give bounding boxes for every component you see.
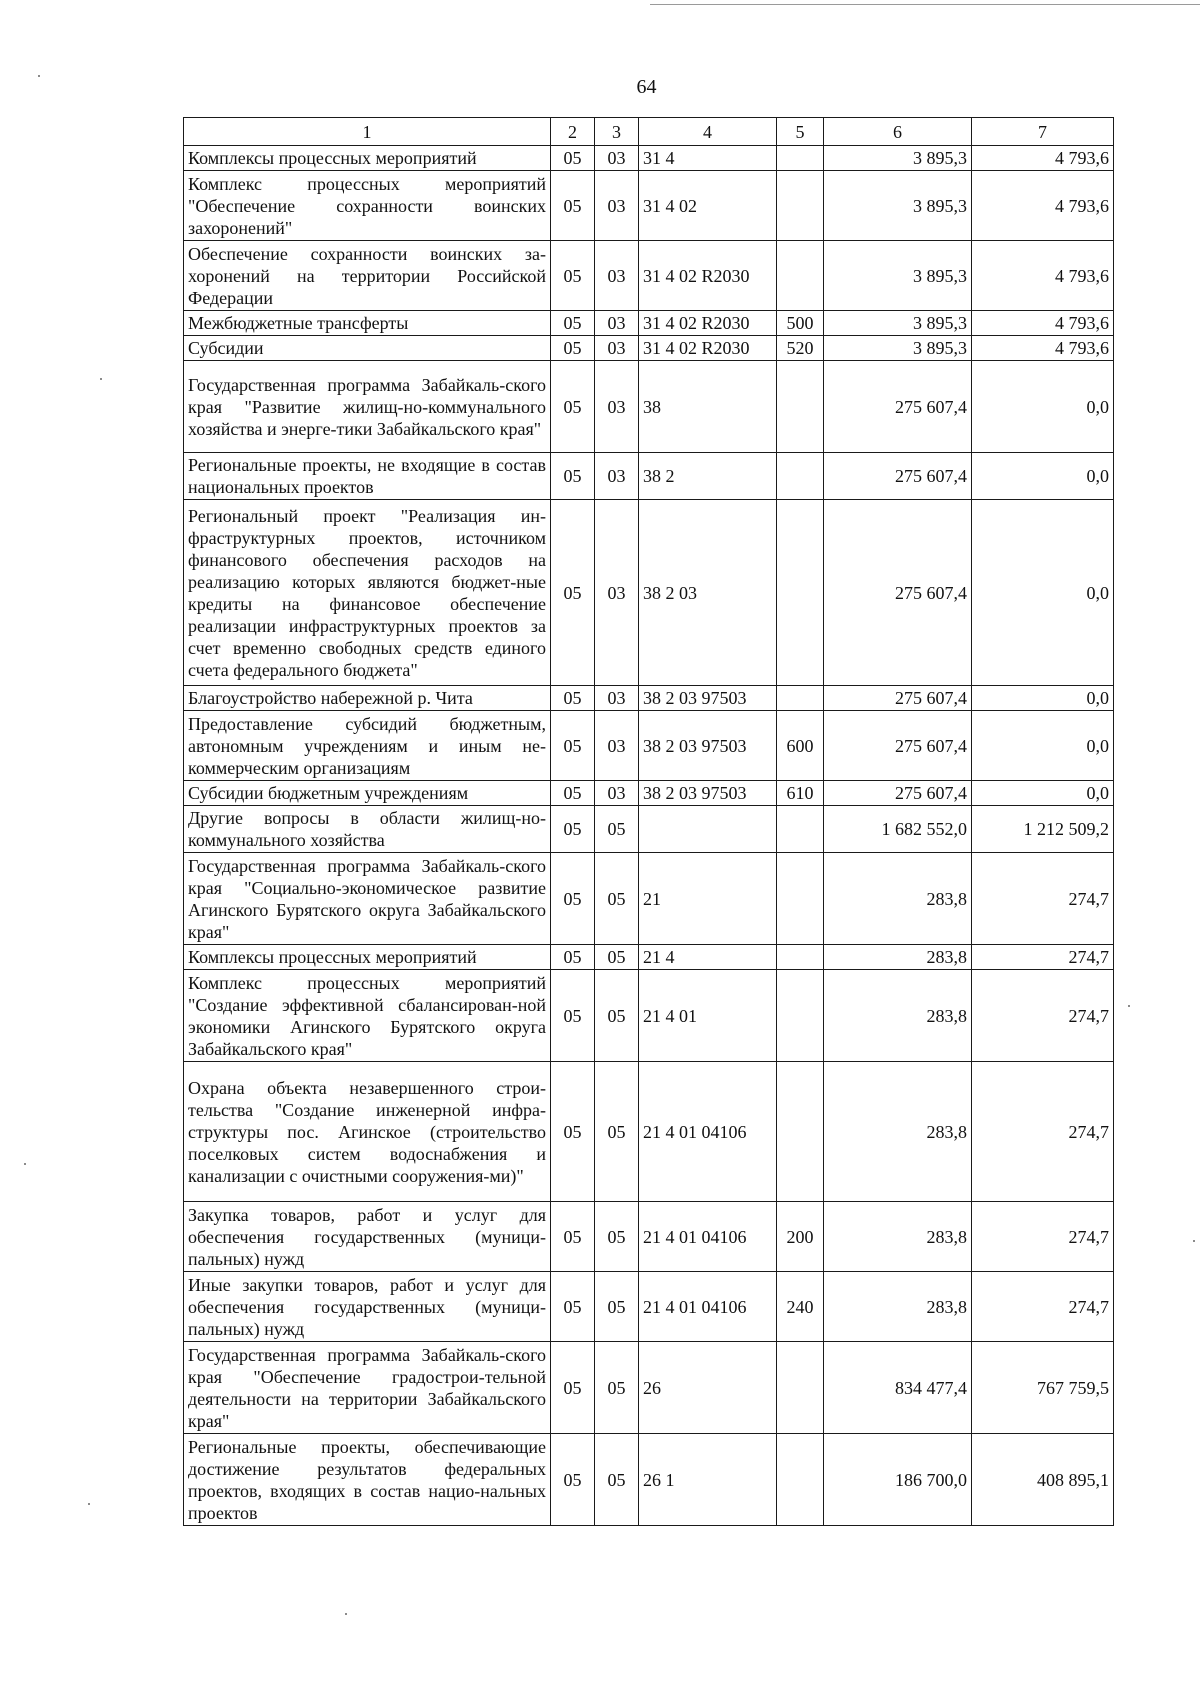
row-section: 05 [551, 945, 595, 970]
row-amount-year-1: 283,8 [824, 1272, 972, 1342]
row-target-article: 21 [639, 853, 777, 945]
row-name: Государственная программа Забайкаль-ского края "Обеспечение градострои-тельной деятельности на территории Забайкальского края" [184, 1342, 551, 1434]
row-amount-year-2: 0,0 [972, 500, 1114, 686]
header-row [184, 118, 1114, 146]
header-col-2: 2 [551, 118, 595, 146]
row-name: Комплексы процессных мероприятий [184, 146, 551, 171]
row-target-article: 26 [639, 1342, 777, 1434]
row-section: 05 [551, 453, 595, 500]
row-target-article: 21 4 01 04106 [639, 1272, 777, 1342]
table-body [184, 118, 1114, 1526]
row-section: 05 [551, 1342, 595, 1434]
row-expense-type: 610 [777, 781, 824, 806]
row-expense-type [777, 500, 824, 686]
row-name: Иные закупки товаров, работ и услуг для обеспечения государственных (муници-пальных) нужд [184, 1272, 551, 1342]
row-subsection: 05 [595, 853, 639, 945]
row-target-article: 21 4 01 04106 [639, 1202, 777, 1272]
row-target-article: 31 4 02 [639, 171, 777, 241]
row-amount-year-2: 0,0 [972, 686, 1114, 711]
row-amount-year-1: 275 607,4 [824, 361, 972, 453]
header-col-7: 7 [972, 118, 1114, 146]
header-col-3: 3 [595, 118, 639, 146]
row-section: 05 [551, 336, 595, 361]
row-subsection: 03 [595, 781, 639, 806]
row-expense-type [777, 361, 824, 453]
row-subsection: 03 [595, 171, 639, 241]
row-amount-year-1: 3 895,3 [824, 146, 972, 171]
row-expense-type [777, 241, 824, 311]
row-subsection: 03 [595, 453, 639, 500]
row-amount-year-2: 0,0 [972, 361, 1114, 453]
row-section: 05 [551, 146, 595, 171]
row-name: Предоставление субсидий бюджетным, автономным учреждениям и иным не-коммерческим организациям [184, 711, 551, 781]
table-row [184, 336, 1114, 361]
row-section: 05 [551, 1434, 595, 1526]
row-section: 05 [551, 1062, 595, 1202]
table-row [184, 241, 1114, 311]
scan-speck [88, 1503, 90, 1505]
row-amount-year-2: 274,7 [972, 1062, 1114, 1202]
row-expense-type: 240 [777, 1272, 824, 1342]
row-subsection: 03 [595, 241, 639, 311]
row-target-article: 38 2 [639, 453, 777, 500]
row-section: 05 [551, 311, 595, 336]
row-name: Региональные проекты, обеспечивающие достижение результатов федеральных проектов, входящих в состав нацио-нальных проектов [184, 1434, 551, 1526]
table-row [184, 361, 1114, 453]
table-row [184, 1272, 1114, 1342]
scan-speck [345, 1613, 347, 1615]
row-name: Охрана объекта незавершенного строи-тельства "Создание инженерной инфра-структуры пос. Агинское (строительство поселковых систем водоснабжения и канализации с очистными сооружения-ми)" [184, 1062, 551, 1202]
row-amount-year-2: 408 895,1 [972, 1434, 1114, 1526]
row-amount-year-2: 274,7 [972, 853, 1114, 945]
row-amount-year-1: 283,8 [824, 970, 972, 1062]
row-subsection: 03 [595, 336, 639, 361]
row-section: 05 [551, 853, 595, 945]
table-row [184, 686, 1114, 711]
row-amount-year-2: 274,7 [972, 1202, 1114, 1272]
row-target-article: 21 4 01 04106 [639, 1062, 777, 1202]
row-target-article: 31 4 02 R2030 [639, 336, 777, 361]
row-expense-type [777, 1342, 824, 1434]
row-target-article: 38 2 03 97503 [639, 711, 777, 781]
budget-table [183, 117, 1114, 1526]
row-amount-year-1: 3 895,3 [824, 311, 972, 336]
row-amount-year-2: 4 793,6 [972, 311, 1114, 336]
row-amount-year-2: 1 212 509,2 [972, 806, 1114, 853]
row-amount-year-2: 274,7 [972, 1272, 1114, 1342]
row-amount-year-1: 186 700,0 [824, 1434, 972, 1526]
row-amount-year-2: 767 759,5 [972, 1342, 1114, 1434]
row-subsection: 05 [595, 1434, 639, 1526]
row-amount-year-1: 1 682 552,0 [824, 806, 972, 853]
row-target-article [639, 806, 777, 853]
row-expense-type [777, 806, 824, 853]
row-amount-year-1: 275 607,4 [824, 686, 972, 711]
row-expense-type [777, 146, 824, 171]
row-target-article: 38 2 03 [639, 500, 777, 686]
row-subsection: 03 [595, 361, 639, 453]
row-expense-type: 600 [777, 711, 824, 781]
scan-speck [1128, 1005, 1130, 1007]
row-section: 05 [551, 806, 595, 853]
row-subsection: 03 [595, 311, 639, 336]
row-amount-year-2: 4 793,6 [972, 336, 1114, 361]
row-expense-type [777, 853, 824, 945]
table-row [184, 781, 1114, 806]
row-amount-year-2: 4 793,6 [972, 241, 1114, 311]
row-target-article: 38 [639, 361, 777, 453]
row-amount-year-2: 0,0 [972, 453, 1114, 500]
row-name: Государственная программа Забайкаль-ского края "Социально-экономическое развитие Агинского Бурятского округа Забайкальского края" [184, 853, 551, 945]
table-row [184, 806, 1114, 853]
row-amount-year-2: 274,7 [972, 970, 1114, 1062]
row-amount-year-1: 275 607,4 [824, 781, 972, 806]
row-amount-year-1: 275 607,4 [824, 453, 972, 500]
header-col-1: 1 [184, 118, 551, 146]
row-amount-year-1: 275 607,4 [824, 711, 972, 781]
table-row [184, 1342, 1114, 1434]
row-subsection: 03 [595, 146, 639, 171]
table-row [184, 1062, 1114, 1202]
row-expense-type: 520 [777, 336, 824, 361]
scan-speck [100, 378, 102, 380]
row-amount-year-1: 275 607,4 [824, 500, 972, 686]
row-section: 05 [551, 781, 595, 806]
row-amount-year-1: 3 895,3 [824, 241, 972, 311]
row-name: Региональные проекты, не входящие в состав национальных проектов [184, 453, 551, 500]
row-name: Комплекс процессных мероприятий "Создание эффективной сбалансирован-ной экономики Агинского Бурятского округа Забайкальского края" [184, 970, 551, 1062]
row-name: Другие вопросы в области жилищ-но-коммунального хозяйства [184, 806, 551, 853]
row-amount-year-2: 4 793,6 [972, 171, 1114, 241]
row-expense-type [777, 945, 824, 970]
row-section: 05 [551, 500, 595, 686]
row-expense-type [777, 970, 824, 1062]
row-subsection: 03 [595, 711, 639, 781]
row-amount-year-2: 4 793,6 [972, 146, 1114, 171]
row-expense-type [777, 1434, 824, 1526]
row-name: Межбюджетные трансферты [184, 311, 551, 336]
row-target-article: 38 2 03 97503 [639, 686, 777, 711]
table-row [184, 500, 1114, 686]
table-row [184, 853, 1114, 945]
table-row [184, 970, 1114, 1062]
row-expense-type [777, 171, 824, 241]
row-section: 05 [551, 1202, 595, 1272]
table-row [184, 1202, 1114, 1272]
row-amount-year-1: 3 895,3 [824, 171, 972, 241]
header-col-6: 6 [824, 118, 972, 146]
row-target-article: 31 4 02 R2030 [639, 311, 777, 336]
row-amount-year-1: 3 895,3 [824, 336, 972, 361]
table-row [184, 453, 1114, 500]
row-section: 05 [551, 711, 595, 781]
table-row [184, 311, 1114, 336]
row-expense-type [777, 453, 824, 500]
scan-speck [1193, 1240, 1195, 1242]
row-name: Закупка товаров, работ и услуг для обеспечения государственных (муници-пальных) нужд [184, 1202, 551, 1272]
row-expense-type: 200 [777, 1202, 824, 1272]
row-amount-year-1: 283,8 [824, 1062, 972, 1202]
row-name: Региональный проект "Реализация ин-фраструктурных проектов, источником финансового обеспечения расходов на реализацию которых являются бюджет-ные кредиты на финансовое обеспечение реализации инфраструктурных проектов за счет временно свободных средств единого счета федерального бюджета" [184, 500, 551, 686]
row-target-article: 31 4 02 R2030 [639, 241, 777, 311]
row-section: 05 [551, 1272, 595, 1342]
row-subsection: 05 [595, 1272, 639, 1342]
row-subsection: 05 [595, 1342, 639, 1434]
table-row [184, 171, 1114, 241]
row-section: 05 [551, 241, 595, 311]
row-name: Благоустройство набережной р. Чита [184, 686, 551, 711]
page-number: 64 [636, 76, 657, 98]
row-amount-year-1: 283,8 [824, 853, 972, 945]
header-col-5: 5 [777, 118, 824, 146]
header-col-4: 4 [639, 118, 777, 146]
table-row [184, 711, 1114, 781]
row-target-article: 31 4 [639, 146, 777, 171]
scan-speck [38, 75, 40, 77]
row-name: Комплексы процессных мероприятий [184, 945, 551, 970]
row-subsection: 03 [595, 500, 639, 686]
row-subsection: 05 [595, 945, 639, 970]
row-expense-type: 500 [777, 311, 824, 336]
row-amount-year-1: 283,8 [824, 1202, 972, 1272]
row-section: 05 [551, 970, 595, 1062]
row-target-article: 21 4 01 [639, 970, 777, 1062]
row-name: Обеспечение сохранности воинских за-хоронений на территории Российской Федерации [184, 241, 551, 311]
row-target-article: 38 2 03 97503 [639, 781, 777, 806]
row-name: Комплекс процессных мероприятий "Обеспечение сохранности воинских захоронений" [184, 171, 551, 241]
row-name: Субсидии [184, 336, 551, 361]
row-amount-year-1: 834 477,4 [824, 1342, 972, 1434]
row-amount-year-2: 274,7 [972, 945, 1114, 970]
row-subsection: 05 [595, 806, 639, 853]
scan-speck [24, 1163, 26, 1165]
row-target-article: 21 4 [639, 945, 777, 970]
row-section: 05 [551, 361, 595, 453]
top-edge-rule [650, 4, 1200, 5]
row-section: 05 [551, 171, 595, 241]
row-subsection: 05 [595, 1062, 639, 1202]
row-section: 05 [551, 686, 595, 711]
row-amount-year-1: 283,8 [824, 945, 972, 970]
table-row [184, 146, 1114, 171]
row-subsection: 05 [595, 970, 639, 1062]
row-amount-year-2: 0,0 [972, 711, 1114, 781]
table-row [184, 945, 1114, 970]
row-expense-type [777, 686, 824, 711]
row-subsection: 03 [595, 686, 639, 711]
row-target-article: 26 1 [639, 1434, 777, 1526]
row-expense-type [777, 1062, 824, 1202]
row-amount-year-2: 0,0 [972, 781, 1114, 806]
row-subsection: 05 [595, 1202, 639, 1272]
row-name: Субсидии бюджетным учреждениям [184, 781, 551, 806]
table-row [184, 1434, 1114, 1526]
row-name: Государственная программа Забайкаль-ского края "Развитие жилищ-но-коммунального хозяйства и энерге-тики Забайкальского края" [184, 361, 551, 453]
